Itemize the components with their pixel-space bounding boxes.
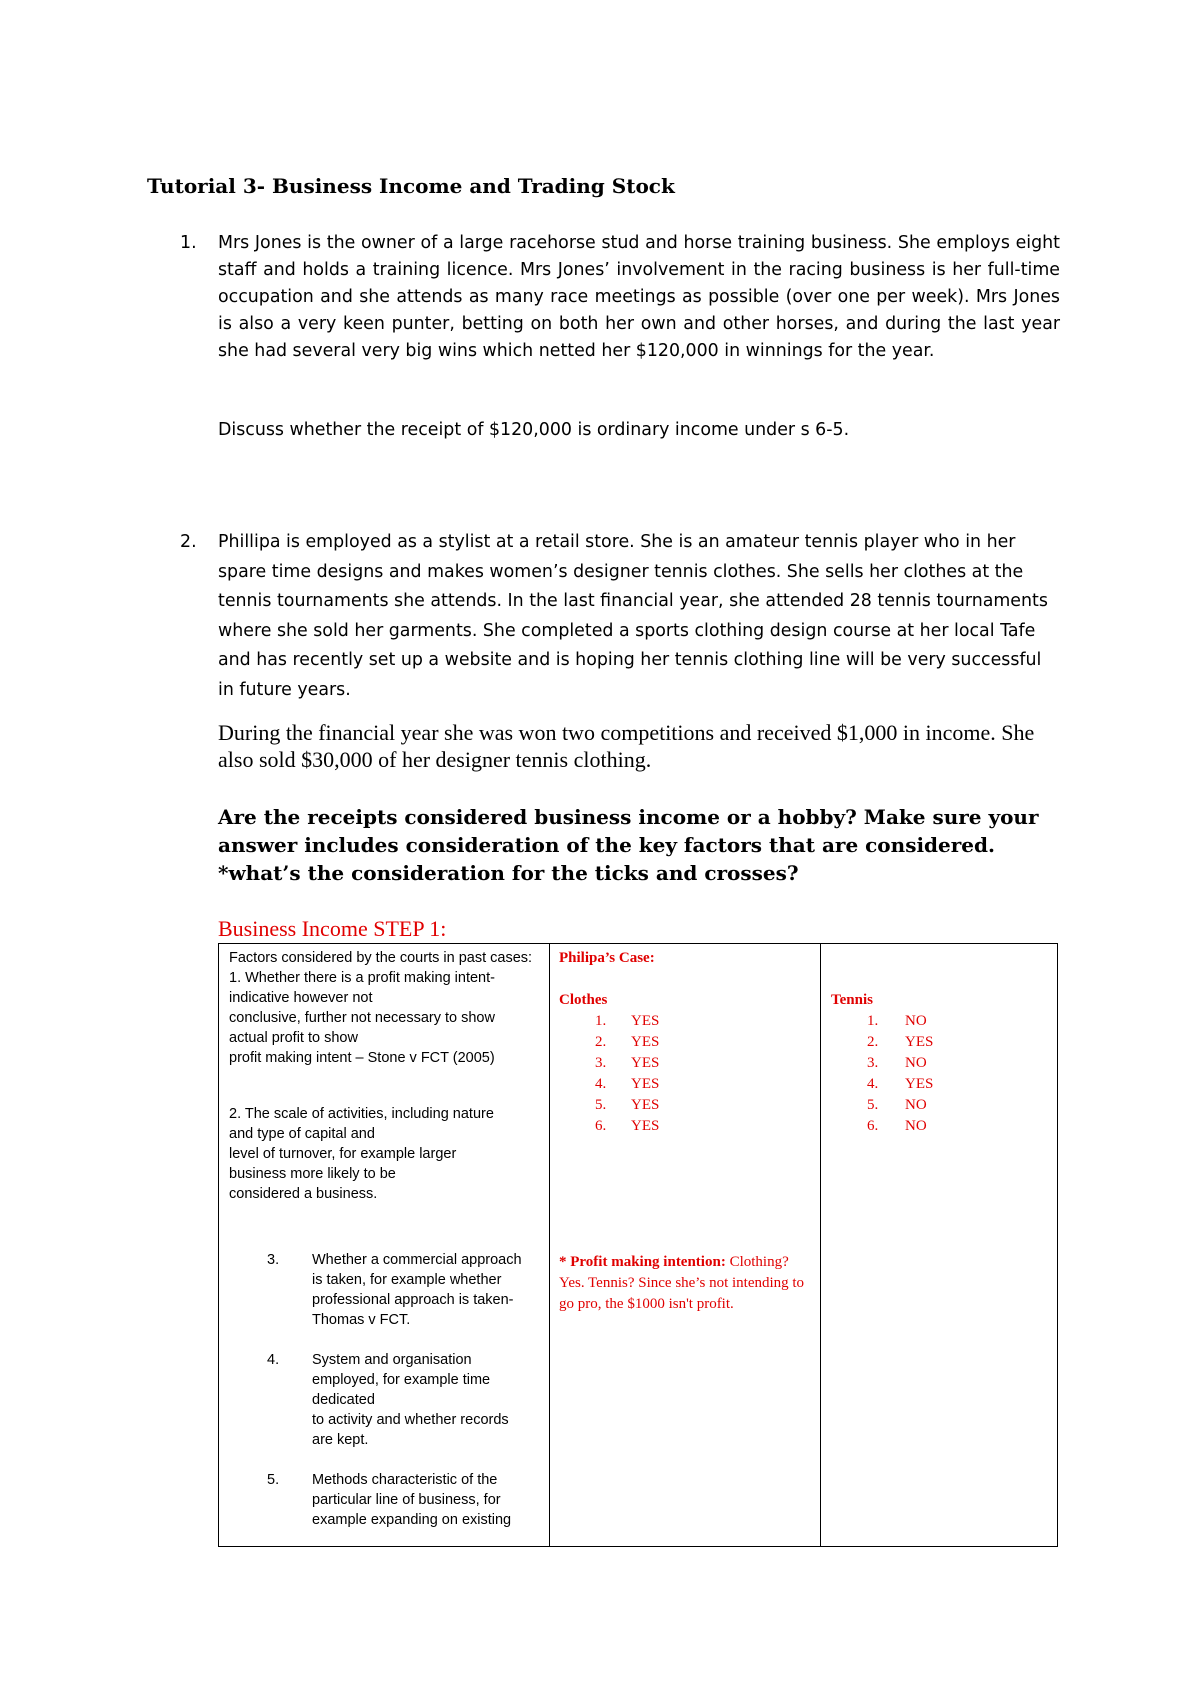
table-divider bbox=[549, 944, 550, 1546]
factor-3-line: Thomas v FCT. bbox=[312, 1312, 411, 1328]
clothes-answer bbox=[559, 1011, 814, 1032]
factors-table bbox=[218, 943, 1058, 1547]
answer-value: YES bbox=[631, 1055, 660, 1071]
answer-number: 5. bbox=[595, 1097, 607, 1113]
profit-note-label: * Profit making intention: bbox=[559, 1254, 726, 1270]
profit-intention-note bbox=[559, 1252, 809, 1315]
clothes-answer bbox=[559, 1116, 814, 1137]
factor-1-line: indicative however not bbox=[229, 990, 373, 1006]
factor-5-line: particular line of business, for bbox=[312, 1492, 501, 1508]
clothes-answer bbox=[559, 1032, 814, 1053]
answer-number: 1. bbox=[595, 1013, 607, 1029]
factor-sublist bbox=[229, 1250, 539, 1530]
answer-number: 6. bbox=[595, 1118, 607, 1134]
answer-number: 1. bbox=[867, 1013, 879, 1029]
answer-number: 4. bbox=[595, 1076, 607, 1092]
factor-5 bbox=[229, 1470, 539, 1530]
factor-3 bbox=[229, 1250, 539, 1330]
question-1-text: Mrs Jones is the owner of a large racehorse stud and horse training business. She employs eight staff and holds a training licence. Mrs Jones’ involvement in the racing business is her full-time occupation and she attends as many race meetings as possible (over one per week). Mrs Jones is also a very keen punter, betting on both her own and other horses, and during the last year she had several very big wins which netted her $120,000 in winnings for the year. bbox=[218, 233, 1060, 361]
question-1 bbox=[180, 230, 1060, 365]
factor-2-line: considered a business. bbox=[229, 1186, 378, 1202]
factors-column bbox=[229, 948, 539, 1550]
tennis-answer bbox=[831, 1053, 1051, 1074]
factor-1-line: conclusive, further not necessary to show bbox=[229, 1010, 495, 1026]
answer-number: 5. bbox=[867, 1097, 879, 1113]
answer-value: YES bbox=[631, 1097, 660, 1113]
answer-number: 3. bbox=[595, 1055, 607, 1071]
case-column-clothes bbox=[559, 948, 814, 1137]
answer-number: 2. bbox=[867, 1034, 879, 1050]
step-heading: Business Income STEP 1: bbox=[218, 916, 447, 941]
answer-value: YES bbox=[631, 1118, 660, 1134]
answer-value: YES bbox=[631, 1076, 660, 1092]
answer-number: 6. bbox=[867, 1118, 879, 1134]
answer-number: 2. bbox=[595, 1034, 607, 1050]
table-divider bbox=[820, 944, 821, 1546]
clothes-answers bbox=[559, 1011, 814, 1137]
question-2-prompt-main: Are the receipts considered business income or a hobby? Make sure your answer includes consideration of the key factors that are considered. bbox=[218, 805, 1039, 857]
answer-value: YES bbox=[631, 1013, 660, 1029]
answer-number: 4. bbox=[867, 1076, 879, 1092]
factor-1-line: profit making intent – Stone v FCT (2005) bbox=[229, 1050, 495, 1066]
factor-3-line: is taken, for example whether bbox=[312, 1272, 502, 1288]
factor-4-line: System and organisation bbox=[312, 1352, 472, 1368]
question-1-discuss: Discuss whether the receipt of $120,000 is ordinary income under s 6-5. bbox=[218, 420, 850, 440]
question-2-text: Phillipa is employed as a stylist at a retail store. She is an amateur tennis player who in her spare time designs and makes women’s designer tennis clothes. She sells her clothes at the tennis tournaments she attends. In the last financial year, she attended 28 tennis tournaments where she sold her garments. She completed a sports clothing design course at her local Tafe and has recently set up a website and is hoping her tennis clothing line will be very successful in future years. bbox=[218, 532, 1048, 700]
answer-value: YES bbox=[905, 1076, 934, 1092]
factor-3-number: 3. bbox=[267, 1252, 280, 1268]
factor-5-line: example expanding on existing bbox=[312, 1512, 512, 1528]
tennis-answer bbox=[831, 1011, 1051, 1032]
factor-4-line: dedicated bbox=[312, 1392, 375, 1408]
answer-number: 3. bbox=[867, 1055, 879, 1071]
factor-1-line: actual profit to show bbox=[229, 1030, 358, 1046]
answer-value: NO bbox=[905, 1013, 927, 1029]
question-2-number: 2. bbox=[180, 532, 197, 552]
factor-4-line: to activity and whether records bbox=[312, 1412, 509, 1428]
factor-2-line: 2. The scale of activities, including nature bbox=[229, 1106, 494, 1122]
factors-intro: Factors considered by the courts in past cases: bbox=[229, 950, 533, 966]
question-2 bbox=[180, 528, 1060, 705]
question-2-prompt-note: *what’s the consideration for the ticks and crosses? bbox=[218, 861, 799, 885]
answer-value: YES bbox=[631, 1034, 660, 1050]
factor-4-line: employed, for example time bbox=[312, 1372, 491, 1388]
clothes-answer bbox=[559, 1074, 814, 1095]
case-heading: Philipa’s Case: bbox=[559, 950, 655, 966]
tennis-answer bbox=[831, 1095, 1051, 1116]
factor-2-line: and type of capital and bbox=[229, 1126, 375, 1142]
factor-5-line: Methods characteristic of the bbox=[312, 1472, 498, 1488]
clothes-heading: Clothes bbox=[559, 992, 608, 1008]
tennis-answer bbox=[831, 1074, 1051, 1095]
question-1-number: 1. bbox=[180, 233, 197, 253]
factor-1-line: 1. Whether there is a profit making intent- bbox=[229, 970, 495, 986]
answer-value: NO bbox=[905, 1118, 927, 1134]
case-column-tennis bbox=[831, 948, 1051, 1137]
factor-3-line: Whether a commercial approach bbox=[312, 1252, 522, 1268]
question-2-prompt bbox=[218, 803, 1078, 887]
profit-note-text: Clothing? Yes. Tennis? Since she’s not intending to go pro, the $1000 isn't profit. bbox=[559, 1254, 805, 1312]
factor-2-line: level of turnover, for example larger bbox=[229, 1146, 457, 1162]
question-2-receipts: During the financial year she was won two competitions and received $1,000 in income. She also sold $30,000 of her designer tennis clothing. bbox=[218, 720, 1035, 772]
factor-3-line: professional approach is taken- bbox=[312, 1292, 514, 1308]
page-title: Tutorial 3- Business Income and Trading Stock bbox=[147, 174, 675, 198]
tennis-answer bbox=[831, 1032, 1051, 1053]
clothes-answer bbox=[559, 1095, 814, 1116]
factor-4-line: are kept. bbox=[312, 1432, 369, 1448]
factor-4-number: 4. bbox=[267, 1352, 280, 1368]
factor-2-line: business more likely to be bbox=[229, 1166, 396, 1182]
factor-5-number: 5. bbox=[267, 1472, 280, 1488]
tennis-answer bbox=[831, 1116, 1051, 1137]
factor-4 bbox=[229, 1350, 539, 1450]
tennis-heading: Tennis bbox=[831, 992, 873, 1008]
answer-value: NO bbox=[905, 1097, 927, 1113]
answer-value: YES bbox=[905, 1034, 934, 1050]
tennis-answers bbox=[831, 1011, 1051, 1137]
answer-value: NO bbox=[905, 1055, 927, 1071]
clothes-answer bbox=[559, 1053, 814, 1074]
